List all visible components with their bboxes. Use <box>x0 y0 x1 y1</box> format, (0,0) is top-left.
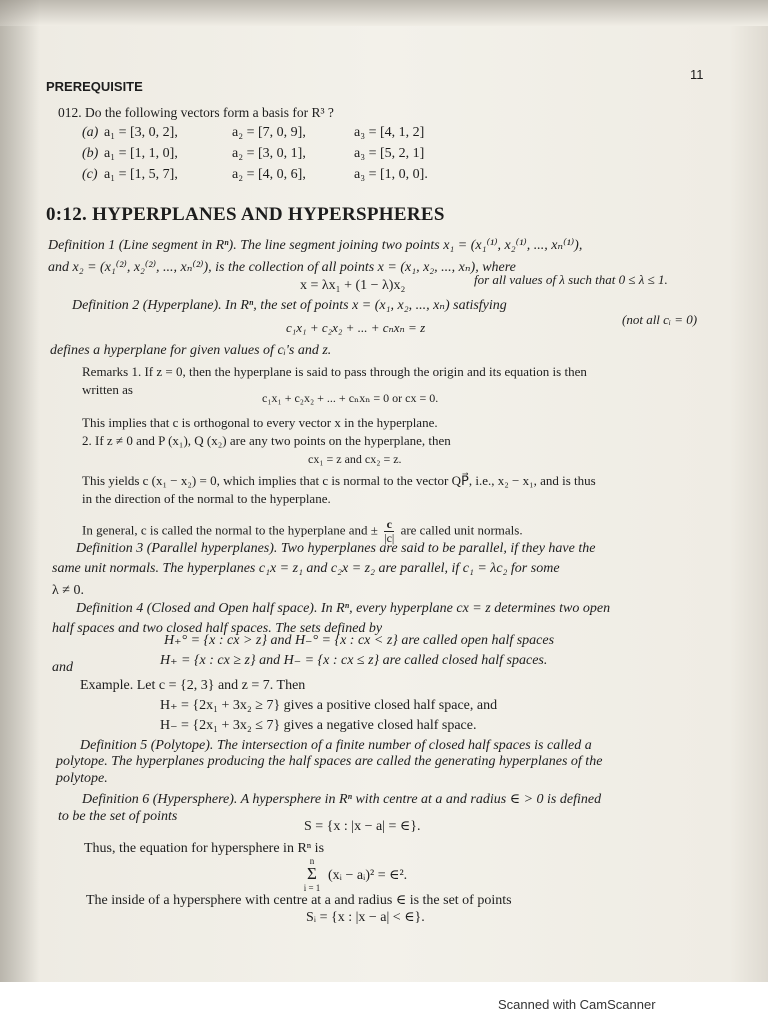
and-connector: and <box>52 660 73 675</box>
definition-3-line: same unit normals. The hyperplanes c₁x = z₁ and c₂x = z₂ are parallel, if c₁ = λc₂ for some <box>52 561 560 576</box>
definition-5-line: polytope. The hyperplanes producing the half spaces are called the generating hyperplanes of the <box>56 754 603 769</box>
sum-upper-limit: n <box>309 856 315 866</box>
remarks-formula: c₁x₁ + c₂x₂ + ... + cₙxₙ = 0 or cx = 0. <box>262 391 439 405</box>
definition-2-formula: c₁x₁ + c₂x₂ + ... + cₙxₙ = z <box>286 320 426 335</box>
definition-6-line: Thus, the equation for hypersphere in Rⁿ is <box>84 841 325 856</box>
row-label: (a) <box>82 125 99 140</box>
vector-a2: a₂ = [3, 0, 1], <box>232 146 306 161</box>
row-label: (c) <box>82 167 98 182</box>
remarks-line: in the direction of the normal to the hyperplane. <box>82 491 331 506</box>
closed-half-spaces: H₊ = {x : cx ≥ z} and H₋ = {x : cx ≤ z} are called closed half spaces. <box>160 653 548 668</box>
open-half-spaces: H₊° = {x : cx > z} and H₋° = {x : cx < z} are called open half spaces <box>164 633 555 648</box>
remarks-general-text: In general, c is called the normal to the hyperplane and ± <box>82 522 378 538</box>
definition-2-line: Definition 2 (Hyperplane). In Rⁿ, the set of points x = (x₁, x₂, ..., xₙ) satisfying <box>72 298 507 313</box>
vector-a1: a₁ = [1, 1, 0], <box>104 146 178 161</box>
definition-1-formula: x = λx₁ + (1 − λ)x₂ <box>300 278 406 293</box>
vector-a3: a₃ = [4, 1, 2] <box>354 125 425 140</box>
fraction-denominator: |c| <box>384 531 395 545</box>
definition-2-line: defines a hyperplane for given values of cᵢ's and z. <box>50 343 332 358</box>
vector-a2: a₂ = [4, 0, 6], <box>232 167 306 182</box>
sum-lower-limit: i = 1 <box>303 883 321 893</box>
definition-1-line: Definition 1 (Line segment in Rⁿ). The line segment joining two points x₁ = (x₁⁽¹⁾, x₂⁽¹⁾, ..., xₙ⁽¹⁾), <box>48 238 583 253</box>
running-title: PREREQUISITE <box>46 79 143 94</box>
vector-a3: a₃ = [5, 2, 1] <box>354 146 425 161</box>
vector-a1: a₁ = [1, 5, 7], <box>104 167 178 182</box>
definition-1-condition: for all values of λ such that 0 ≤ λ ≤ 1. <box>474 272 668 287</box>
vector-a1: a₁ = [3, 0, 2], <box>104 125 178 140</box>
fraction-numerator: c <box>384 518 394 532</box>
remarks-line: 2. If z ≠ 0 and P (x₁), Q (x₂) are any two points on the hyperplane, then <box>82 433 451 448</box>
definition-4-line: half spaces and two closed half spaces. The sets defined by <box>52 621 383 636</box>
hypersphere-set: S = {x : |x − a| = ∈}. <box>304 819 421 834</box>
exercise-question: 012. Do the following vectors form a basis for R³ ? <box>58 105 334 120</box>
sum-body: (xᵢ − aᵢ)² = ∈². <box>328 868 408 883</box>
example-line: Example. Let c = {2, 3} and z = 7. Then <box>80 678 306 693</box>
definition-6-line: to be the set of points <box>58 809 178 824</box>
definition-6-line: The inside of a hypersphere with centre at a and radius ∈ is the set of points <box>86 893 512 908</box>
page-left-shadow <box>0 0 40 1024</box>
definition-3-line: λ ≠ 0. <box>52 583 84 598</box>
summation-formula <box>300 856 500 896</box>
page-top-shadow <box>0 0 768 26</box>
page-number: 11 <box>690 67 704 82</box>
definition-6-line: Definition 6 (Hypersphere). A hypersphere in Rⁿ with centre at a and radius ∈ > 0 is defined <box>82 792 602 807</box>
remarks-general-text: are called unit normals. <box>400 522 523 538</box>
remarks-line: Remarks 1. If z = 0, then the hyperplane is said to pass through the origin and its equation is then <box>82 364 587 379</box>
row-label: (b) <box>82 146 99 161</box>
remarks-line: This implies that c is orthogonal to every vector x in the hyperplane. <box>82 415 438 430</box>
example-line: H₋ = {2x₁ + 3x₂ ≤ 7} gives a negative closed half space. <box>160 718 477 733</box>
section-title: 0:12. HYPERPLANES AND HYPERSPHERES <box>46 204 445 225</box>
definition-4-line: Definition 4 (Closed and Open half space). In Rⁿ, every hyperplane cx = z determines two open <box>76 601 611 616</box>
definition-3-line: Definition 3 (Parallel hyperplanes). Two hyperplanes are said to be parallel, if they have the <box>76 541 596 556</box>
remarks-line: This yields c (x₁ − x₂) = 0, which implies that c is normal to the vector QP⃗, i.e., x₂ − x₁, and is thus <box>82 473 596 488</box>
vector-a3: a₃ = [1, 0, 0]. <box>354 167 428 182</box>
definition-5-line: Definition 5 (Polytope). The intersection of a finite number of closed half spaces is called a <box>80 738 592 753</box>
definition-1-line: and x₂ = (x₁⁽²⁾, x₂⁽²⁾, ..., xₙ⁽²⁾), is the collection of all points x = (x₁, x₂, ..., xₙ), where <box>48 260 516 275</box>
vector-a2: a₂ = [7, 0, 9], <box>232 125 306 140</box>
definition-5-line: polytope. <box>56 771 108 786</box>
sum-sigma: Σ <box>307 864 317 883</box>
hypersphere-interior-set: Sᵢ = {x : |x − a| < ∈}. <box>306 910 425 925</box>
example-line: H₊ = {2x₁ + 3x₂ ≥ 7} gives a positive closed half space, and <box>160 698 498 713</box>
scanner-watermark: Scanned with CamScanner <box>498 997 656 1012</box>
definition-2-condition: (not all cᵢ = 0) <box>622 312 698 327</box>
remarks-line: written as <box>82 382 133 397</box>
remarks-formula: cx₁ = z and cx₂ = z. <box>308 452 402 466</box>
